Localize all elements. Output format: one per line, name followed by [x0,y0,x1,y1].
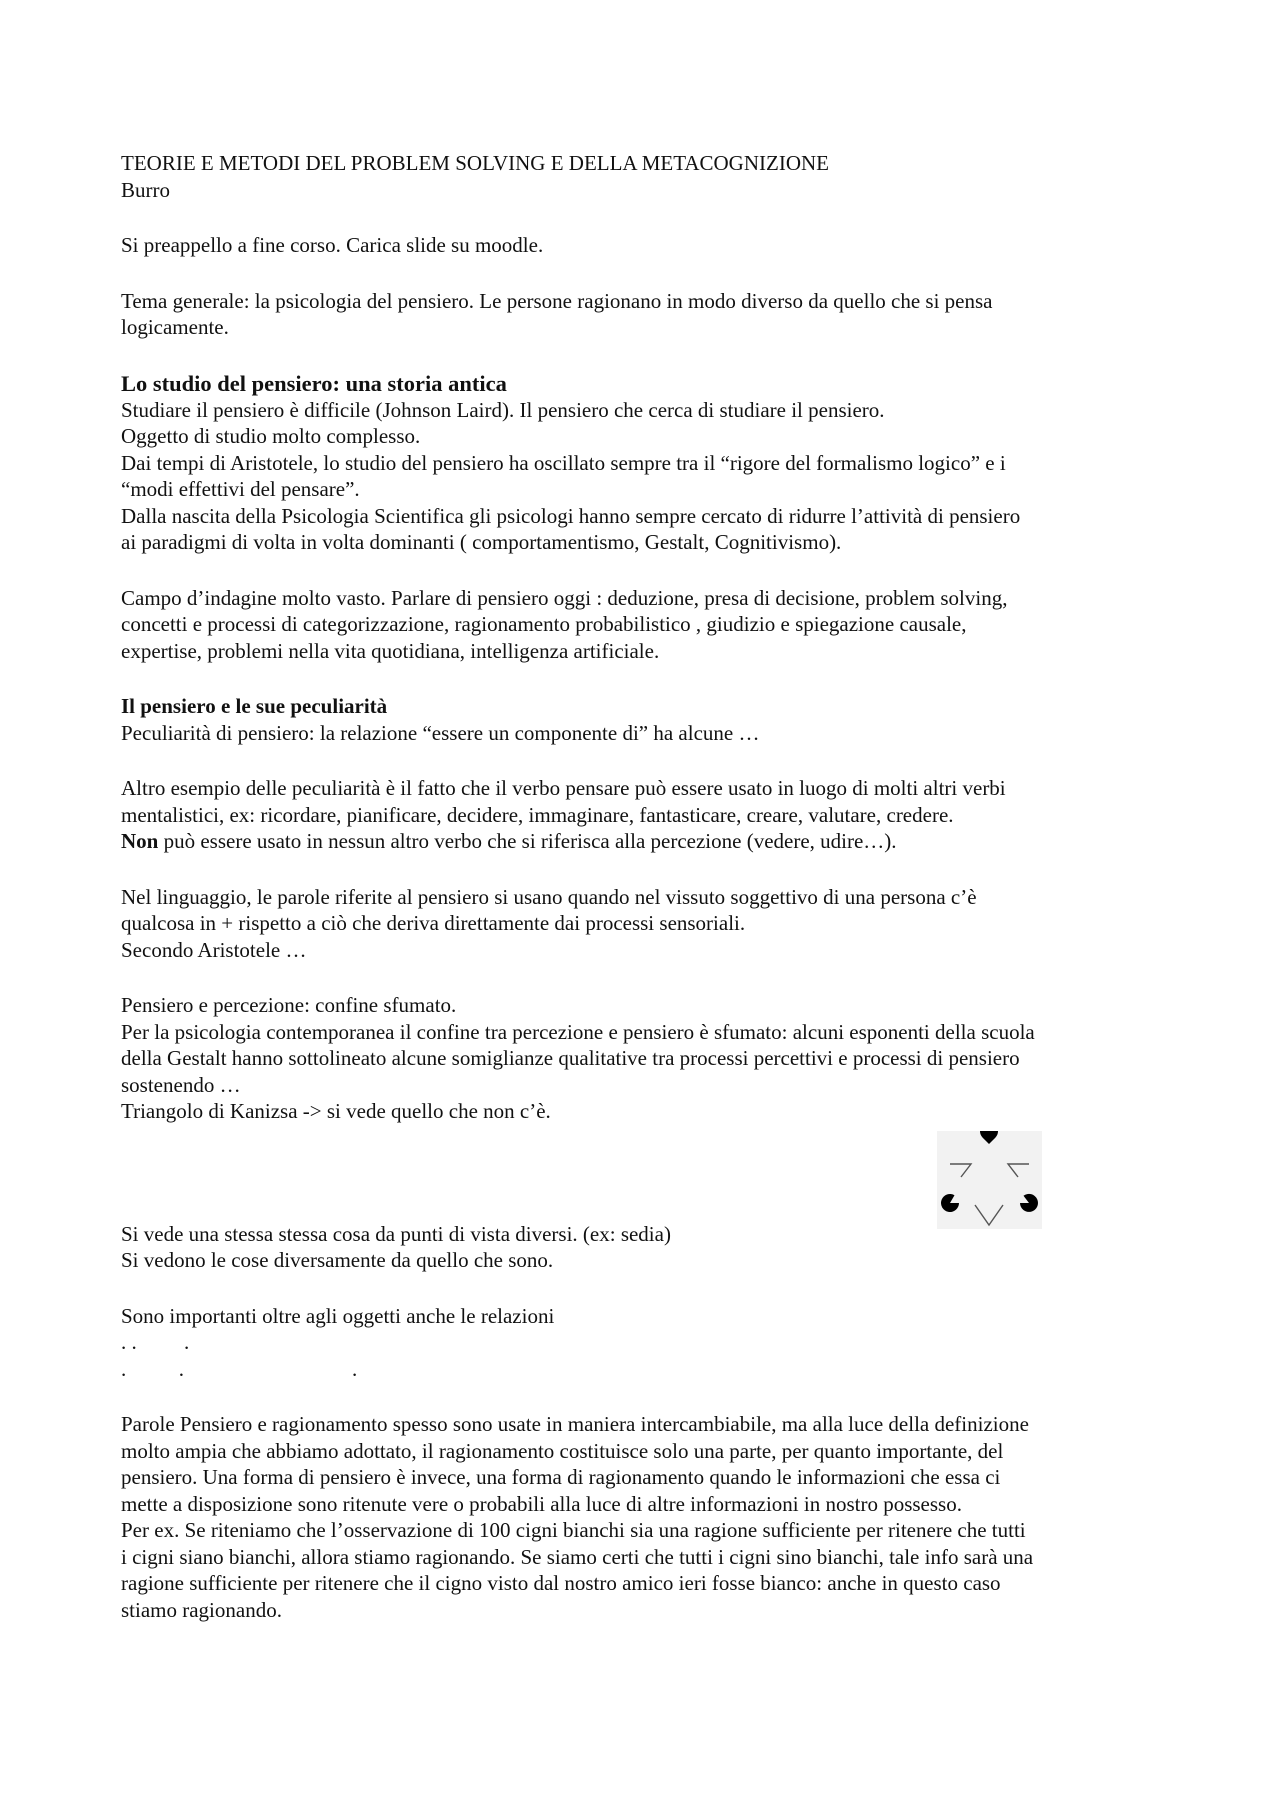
text-line: ragione sufficiente per ritenere che il cigno visto dal nostro amico ieri fosse bianco: anche in questo caso [121,1571,1001,1595]
text-line: Tema generale: la psicologia del pensiero. Le persone ragionano in modo diverso da quello che si pensa [121,288,993,313]
document-body [121,150,1181,1623]
text-line: Nel linguaggio, le parole riferite al pensiero si usano quando nel vissuto soggettivo di una persona c’è [121,884,977,909]
text-line: Per ex. Se riteniamo che l’osservazione di 100 cigni bianchi sia una ragione sufficiente per ritenere che tutti [121,1518,1026,1542]
text-line: Studiare il pensiero è difficile (Johnson Laird). Il pensiero che cerca di studiare il pensiero. [121,397,885,422]
text-line: Si vedono le cose diversamente da quello che sono. [121,1248,554,1272]
text-line: Oggetto di studio molto complesso. [121,424,421,448]
right-pacman-shape [1020,1194,1038,1212]
text-line: Pensiero e percezione: confine sfumato. [121,993,457,1017]
text-line: Si vede una stessa stessa cosa da punti di vista diversi. (ex: sedia) [121,1221,671,1246]
upper-left-fragment [950,1164,971,1177]
text-line: Dai tempi di Aristotele, lo studio del pensiero ha oscillato sempre tra il “rigore del formalismo logico” e i [121,450,1006,475]
left-pacman-shape [941,1194,959,1212]
reasoning-paragraph [121,1411,1181,1623]
field-paragraph [121,585,1181,665]
text-line: molto ampia che abbiamo adottato, il ragionamento costituisce solo una parte, per quanto importante, del [121,1438,1004,1463]
text-line: stiamo ragionando. [121,1597,282,1622]
history-paragraph [121,397,1181,556]
non-line-rest: può essere usato in nessun altro verbo che si riferisca alla percezione (vedere, udire…). [158,829,897,853]
bottom-fragment [975,1205,1003,1225]
text-line: concetti e processi di categorizzazione, ragionamento probabilistico , giudizio e spiegazione causale, [121,612,967,636]
text-line: i cigni siano bianchi, allora stiamo ragionando. Se siamo certi che tutti i cigni sino bianchi, tale info sarà una [121,1544,1034,1569]
text-line: Triangolo di Kanizsa -> si vede quello che non c’è. [121,1099,551,1123]
text-line: mette a disposizione sono ritenute vere o probabili alla luce di altre informazioni in nostro possesso. [121,1491,962,1516]
perception-paragraph [121,992,1181,1125]
top-pacman-shape [980,1131,998,1144]
text-line: ai paradigmi di volta in volta dominanti ( comportamentismo, Gestalt, Cognitivismo). [121,530,842,554]
section-heading-history: Lo studio del pensiero: una storia antica [121,370,507,396]
text-line: Secondo Aristotele … [121,937,307,962]
text-line: Dalla nascita della Psicologia Scientifica gli psicologi hanno sempre cercato di ridurre l’attività di pensiero [121,503,1021,528]
text-line: Per la psicologia contemporanea il confine tra percezione e pensiero è sfumato: alcuni esponenti della scuola [121,1019,1035,1044]
text-line: sostenendo … [121,1072,241,1097]
text-line: pensiero. Una forma di pensiero è invece, una forma di ragionamento quando le informazioni che essa ci [121,1465,1001,1489]
verbs-paragraph [121,775,1181,855]
dots-row: . . . [121,1330,190,1354]
document-author: Burro [121,177,170,202]
text-line: della Gestalt hanno sottolineato alcune somiglianze qualitative tra processi percettivi e processi di pensiero [121,1046,1020,1070]
intro-paragraph: Si preappello a fine corso. Carica slide su moodle. [121,233,544,257]
kanizsa-triangle-icon [937,1131,1042,1229]
dots-row: . . . [121,1356,358,1381]
text-line: qualcosa in + rispetto a ciò che deriva direttamente dai processi sensoriali. [121,911,746,935]
theme-paragraph [121,288,1181,341]
text-line: mentalistici, ex: ricordare, pianificare, decidere, immaginare, fantasticare, creare, valutare, credere. [121,802,954,827]
text-line: Parole Pensiero e ragionamento spesso sono usate in maniera intercambiabile, ma alla luce della definizione [121,1412,1029,1436]
text-line: Altro esempio delle peculiarità è il fatto che il verbo pensare può essere usato in luogo di molti altri verbi [121,776,1006,800]
bold-non: Non [121,829,159,853]
kanizsa-triangle-figure [937,1131,1042,1229]
non-line [121,828,1181,855]
peculiarities-line: Peculiarità di pensiero: la relazione “essere un componente di” ha alcune … [121,720,760,745]
section-heading-peculiarities: Il pensiero e le sue peculiarità [121,694,388,718]
text-line: “modi effettivi del pensare”. [121,477,360,501]
upper-right-fragment [1008,1164,1029,1177]
relations-line: Sono importanti oltre agli oggetti anche le relazioni [121,1303,555,1328]
text-line: logicamente. [121,315,229,339]
text-line: Campo d’indagine molto vasto. Parlare di pensiero oggi : deduzione, presa di decisione, problem solving, [121,585,1008,610]
text-line: expertise, problemi nella vita quotidiana, intelligenza artificiale. [121,638,660,663]
language-paragraph [121,884,1181,964]
document-title: TEORIE E METODI DEL PROBLEM SOLVING E DELLA METACOGNIZIONE [121,151,829,175]
